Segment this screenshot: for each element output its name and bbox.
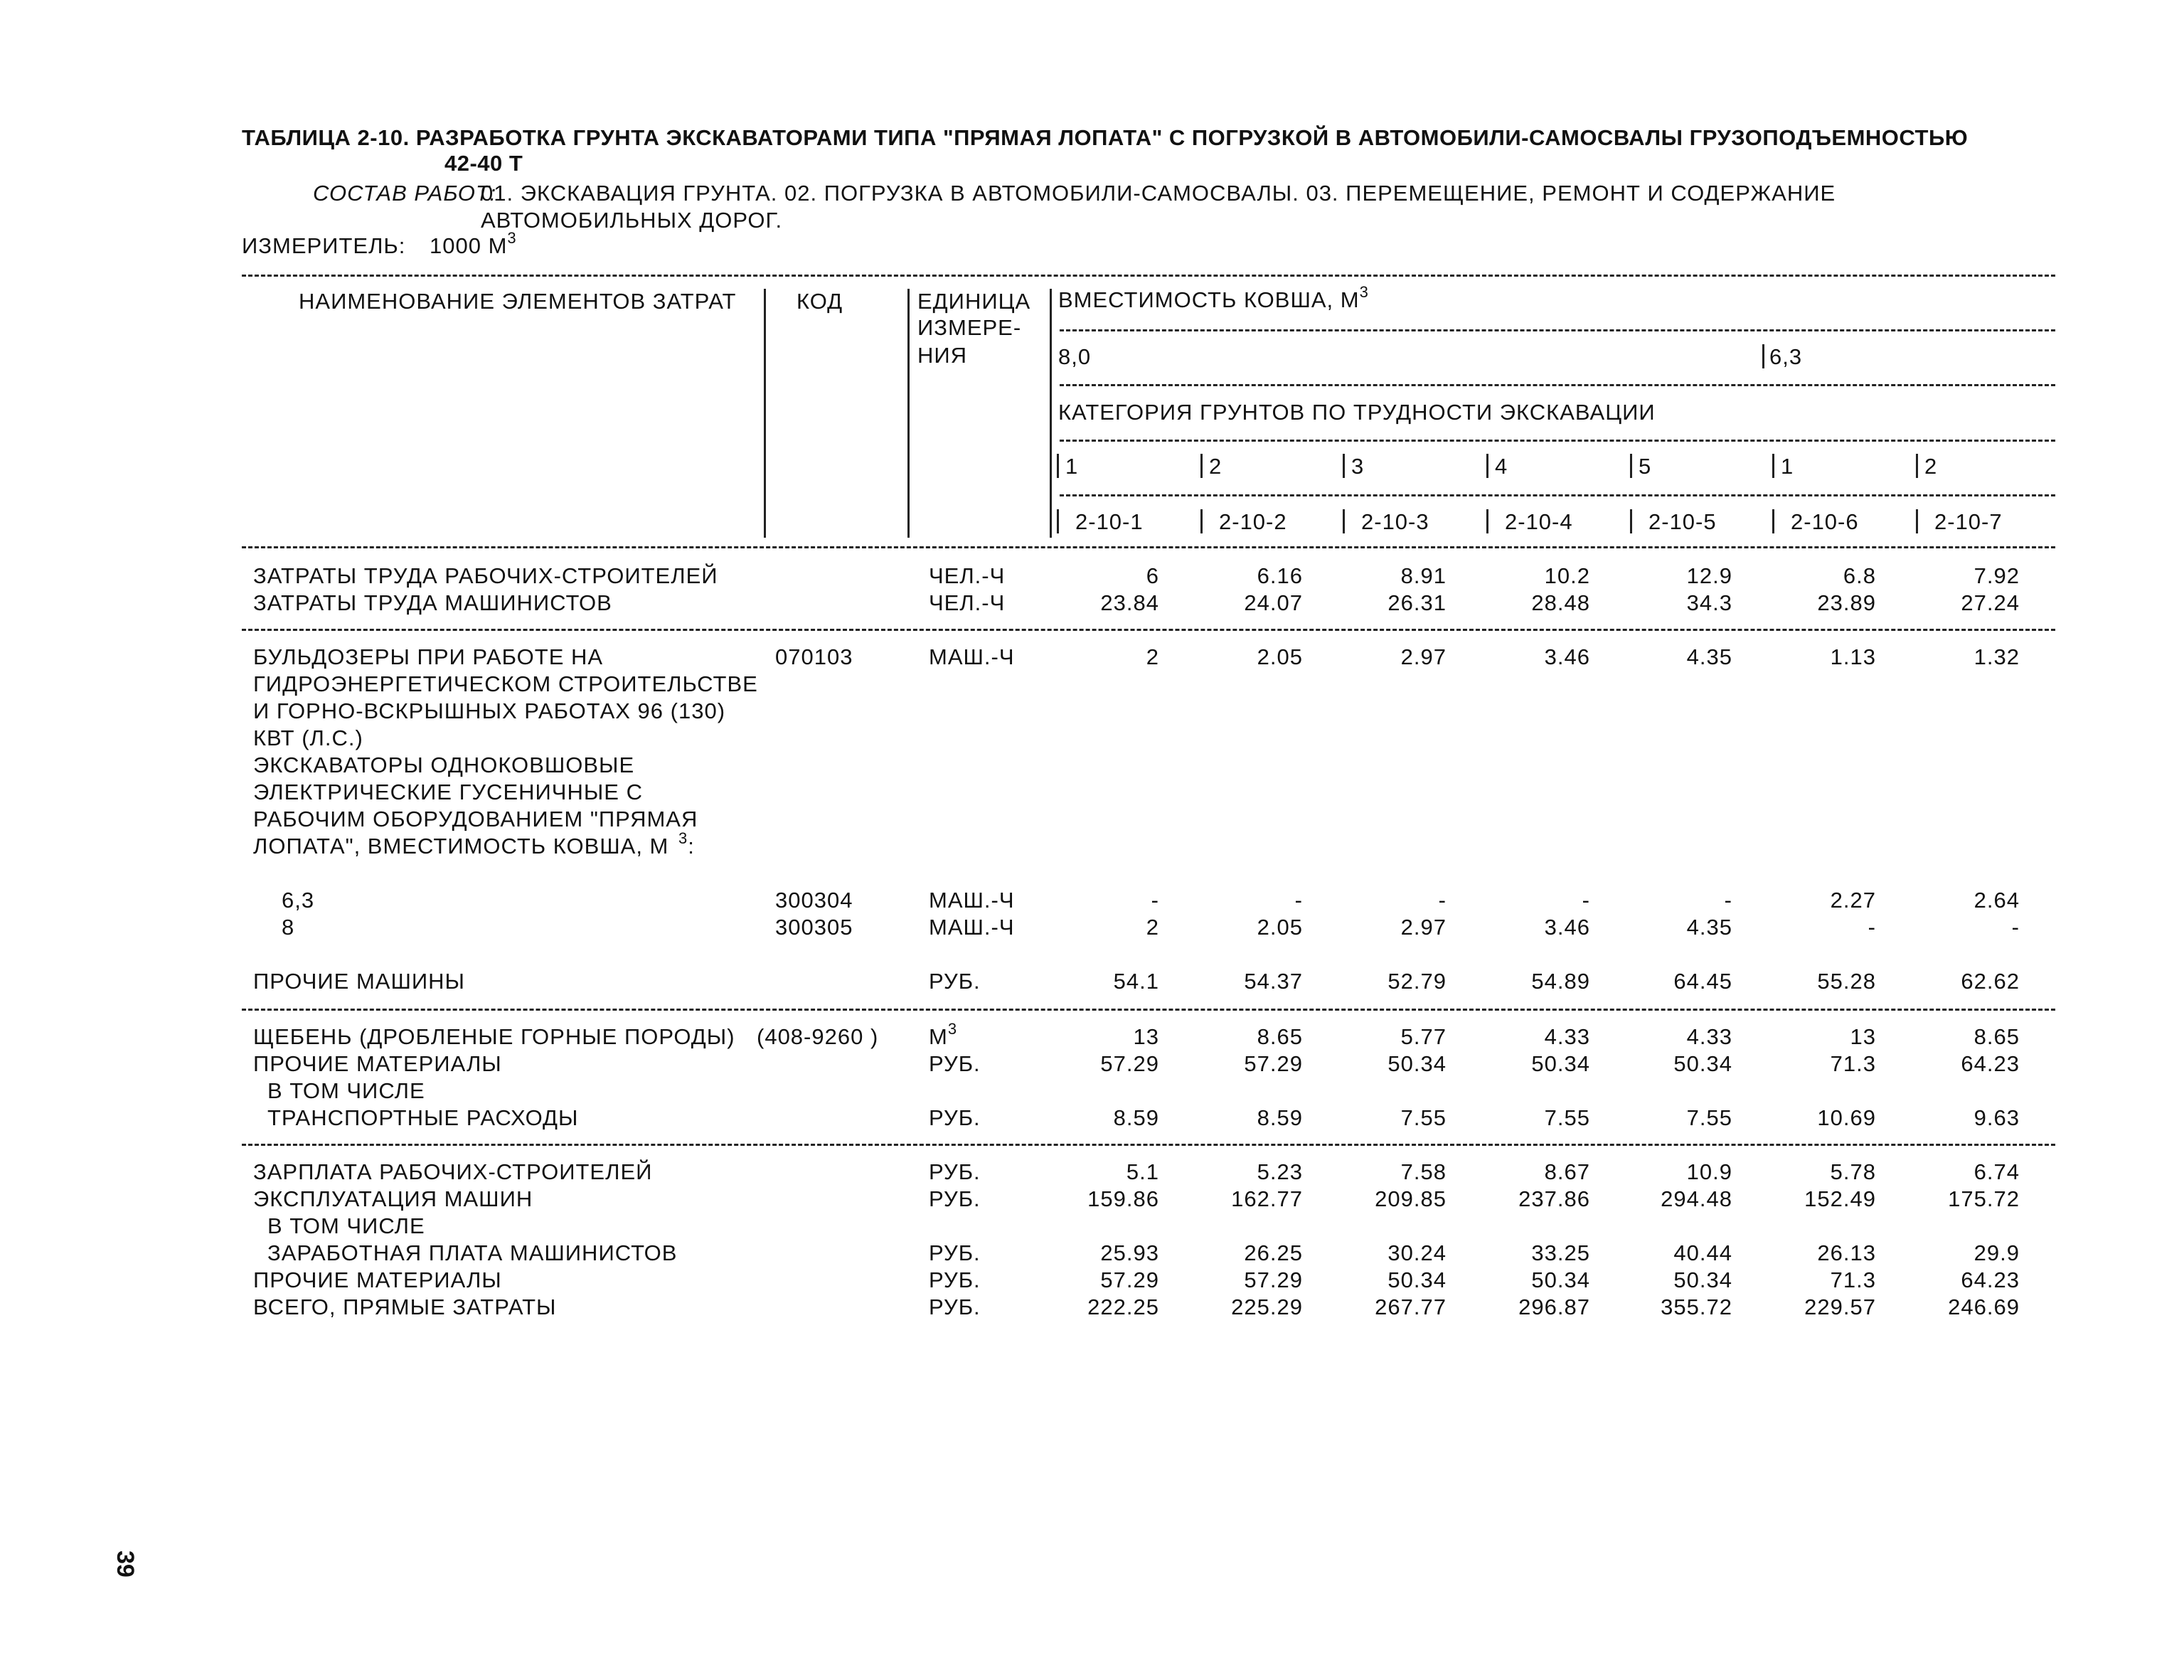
row-name: ЭКСПЛУАТАЦИЯ МАШИН (253, 1186, 533, 1211)
cell-value: 12.9 (1686, 563, 1732, 588)
row-name: ЗАРПЛАТА РАБОЧИХ-СТРОИТЕЛЕЙ (253, 1159, 653, 1184)
cell-value: 6 (1146, 563, 1159, 588)
cell-value: 62.62 (1961, 969, 2020, 994)
bulldozer-name-line: ГИДРОЭНЕРГЕТИЧЕСКОМ СТРОИТЕЛЬСТВЕ (253, 671, 758, 696)
cell-value: 8.59 (1113, 1105, 1159, 1130)
row-name: ЩЕБЕНЬ (ДРОБЛЕНЫЕ ГОРНЫЕ ПОРОДЫ) (253, 1024, 735, 1049)
category-number: 3 (1351, 454, 1365, 479)
row-unit: РУБ. (929, 1186, 981, 1211)
cell-value: 1.32 (1973, 644, 2020, 669)
cell-value: 246.69 (1948, 1294, 2020, 1319)
cell-value: 5.78 (1830, 1159, 1876, 1184)
divider-machines (242, 1009, 2055, 1011)
norm-code: 2-10-6 (1791, 509, 1859, 534)
row-unit: ЧЕЛ.-Ч (929, 590, 1006, 615)
cell-value: 10.9 (1686, 1159, 1732, 1184)
row-unit: РУБ. (929, 1267, 981, 1292)
cell-value: 50.34 (1387, 1267, 1447, 1292)
work-label: СОСТАВ РАБОТ: (313, 181, 497, 206)
row-unit: РУБ. (929, 1294, 981, 1319)
cell-value: 7.55 (1686, 1105, 1732, 1130)
cell-value: 50.34 (1531, 1051, 1590, 1076)
excavator-name-line: ЭКСКАВАТОРЫ ОДНОКОВШОВЫЕ (253, 753, 635, 777)
excavator-name-line: ЛОПАТА", ВМЕСТИМОСТЬ КОВША, М (253, 834, 669, 858)
cell-value: 162.77 (1231, 1186, 1303, 1211)
row-code: (408-9260 ) (757, 1024, 879, 1049)
work-line1: 01. ЭКСКАВАЦИЯ ГРУНТА. 02. ПОГРУЗКА В АВТОМОБИЛИ-САМОСВАЛЫ. 03. ПЕРЕМЕЩЕНИЕ, РЕМОНТ И СОДЕРЖАНИЕ (481, 181, 1836, 206)
col-separator-2 (907, 289, 910, 538)
cell-value: 222.25 (1087, 1294, 1159, 1319)
cell-value: 237.86 (1518, 1186, 1590, 1211)
row-name: ПРОЧИЕ МАТЕРИАЛЫ (253, 1267, 502, 1292)
cell-value: 355.72 (1661, 1294, 1732, 1319)
excavator-colon: : (688, 834, 695, 858)
cell-value: 52.79 (1387, 969, 1447, 994)
cell-value: 4.35 (1686, 915, 1732, 940)
cell-value: - (1151, 888, 1159, 913)
cell-value: 57.29 (1100, 1051, 1159, 1076)
cell-value: 3.46 (1544, 644, 1590, 669)
cell-value: 8.65 (1973, 1024, 2020, 1049)
category-number: 2 (1209, 454, 1222, 479)
bucket-6-3: 6,3 (1769, 344, 1803, 369)
cell-value: 40.44 (1673, 1240, 1732, 1265)
excavator-name-line: ЭЛЕКТРИЧЕСКИЕ ГУСЕНИЧНЫЕ С (253, 780, 643, 804)
cell-value: 6.8 (1843, 563, 1876, 588)
code-sep (1916, 509, 1918, 533)
divider-labor (242, 629, 2055, 631)
norm-code: 2-10-2 (1219, 509, 1287, 534)
cell-value: 26.31 (1387, 590, 1447, 615)
row-code: 070103 (775, 644, 853, 669)
cell-value: 10.69 (1817, 1105, 1876, 1130)
cat-sep (1916, 454, 1918, 478)
col-separator-1 (764, 289, 766, 538)
cell-value: 2.27 (1830, 888, 1876, 913)
table-title-cont: 42-40 Т (444, 151, 523, 176)
cell-value: 50.34 (1673, 1267, 1732, 1292)
row-name: 8 (282, 915, 295, 940)
cell-value: 3.46 (1544, 915, 1590, 940)
cell-value: 209.85 (1375, 1186, 1447, 1211)
row-unit: РУБ. (929, 1105, 981, 1130)
cell-value: 5.23 (1257, 1159, 1303, 1184)
row-name: ВСЕГО, ПРЯМЫЕ ЗАТРАТЫ (253, 1294, 557, 1319)
row-name: ПРОЧИЕ МАТЕРИАЛЫ (253, 1051, 502, 1076)
row-unit: РУБ. (929, 1240, 981, 1265)
cell-value: 8.65 (1257, 1024, 1303, 1049)
col-code-header: КОД (797, 289, 843, 314)
bulldozer-name-line: КВТ (Л.С.) (253, 725, 363, 750)
cell-value: 57.29 (1100, 1267, 1159, 1292)
cell-value: 71.3 (1830, 1051, 1876, 1076)
code-sep (1057, 509, 1059, 533)
category-number: 4 (1495, 454, 1508, 479)
cell-value: 50.34 (1387, 1051, 1447, 1076)
cell-value: 27.24 (1961, 590, 2020, 615)
bulldozer-name-line: БУЛЬДОЗЕРЫ ПРИ РАБОТЕ НА (253, 644, 604, 669)
cell-value: 4.33 (1686, 1024, 1732, 1049)
cell-value: 4.33 (1544, 1024, 1590, 1049)
category-number: 5 (1639, 454, 1652, 479)
divider-header-bottom (242, 546, 2055, 548)
cell-value: 2 (1146, 644, 1159, 669)
cat-sep (1057, 454, 1059, 478)
cell-value: 50.34 (1531, 1267, 1590, 1292)
col-name-header: НАИМЕНОВАНИЕ ЭЛЕМЕНТОВ ЗАТРАТ (299, 289, 737, 314)
cell-value: 7.92 (1973, 563, 2020, 588)
cell-value: 25.93 (1100, 1240, 1159, 1265)
cell-value: 267.77 (1375, 1294, 1447, 1319)
row-name: 6,3 (282, 888, 315, 913)
divider-bucket-2 (1060, 384, 2055, 386)
divider-category (1060, 440, 2055, 442)
cell-value: 29.9 (1973, 1240, 2020, 1265)
code-sep (1772, 509, 1774, 533)
col-separator-3 (1050, 289, 1052, 538)
row-name: ЗАТРАТЫ ТРУДА РАБОЧИХ-СТРОИТЕЛЕЙ (253, 563, 718, 588)
cell-value: 1.13 (1830, 644, 1876, 669)
cell-value: 54.1 (1113, 969, 1159, 994)
cell-value: 2.97 (1400, 644, 1447, 669)
cell-value: 2.05 (1257, 915, 1303, 940)
cell-value: 6.16 (1257, 563, 1303, 588)
work-line2: АВТОМОБИЛЬНЫХ ДОРОГ. (481, 208, 783, 233)
cell-value: - (1868, 915, 1876, 940)
row-unit: РУБ. (929, 1051, 981, 1076)
cat-sep (1200, 454, 1203, 478)
cell-value: 225.29 (1231, 1294, 1303, 1319)
col-unit-header-2: ИЗМЕРЕ- (917, 315, 1022, 340)
unit-superscript: 3 (947, 1020, 958, 1038)
cell-value: 152.49 (1804, 1186, 1876, 1211)
measure-value: 1000 $М^3$ (430, 229, 517, 258)
row-unit: РУБ. (929, 969, 981, 994)
cat-sep (1630, 454, 1632, 478)
page-number: 39 (112, 1551, 139, 1578)
code-sep (1343, 509, 1345, 533)
cell-value: 8.91 (1400, 563, 1447, 588)
bulldozer-name-line: И ГОРНО-ВСКРЫШНЫХ РАБОТАХ 96 (130) (253, 698, 726, 723)
cell-value: - (1582, 888, 1590, 913)
norm-code: 2-10-4 (1505, 509, 1573, 534)
norm-code: 2-10-7 (1934, 509, 2003, 534)
cat-sep (1772, 454, 1774, 478)
cell-value: 34.3 (1686, 590, 1732, 615)
cell-value: 2.05 (1257, 644, 1303, 669)
divider-materials (242, 1144, 2055, 1146)
cell-value: - (1724, 888, 1732, 913)
cell-value: 296.87 (1518, 1294, 1590, 1319)
cat-sep (1486, 454, 1488, 478)
norm-code: 2-10-1 (1075, 509, 1144, 534)
row-name: ЗАРАБОТНАЯ ПЛАТА МАШИНИСТОВ (267, 1240, 678, 1265)
divider-cat-codes (1060, 494, 2055, 496)
row-unit: МАШ.-Ч (929, 644, 1015, 669)
cell-value: 6.74 (1973, 1159, 2020, 1184)
cell-value: 55.28 (1817, 969, 1876, 994)
norm-code: 2-10-5 (1648, 509, 1717, 534)
row-code: 300304 (775, 888, 853, 913)
cell-value: 5.1 (1126, 1159, 1159, 1184)
bucket-8: 8,0 (1058, 344, 1092, 369)
cell-value: - (1294, 888, 1303, 913)
cell-value: 33.25 (1531, 1240, 1590, 1265)
cat-sep (1343, 454, 1345, 478)
divider-bucket (1060, 329, 2055, 331)
cell-value: - (1438, 888, 1447, 913)
excavator-unit-suffix (678, 829, 695, 859)
cell-value: 13 (1133, 1024, 1159, 1049)
row-name: ПРОЧИЕ МАШИНЫ (253, 969, 465, 994)
row-unit: $М^3$ (929, 1020, 958, 1049)
cell-value: 8.59 (1257, 1105, 1303, 1130)
norm-code: 2-10-3 (1361, 509, 1429, 534)
cell-value: 28.48 (1531, 590, 1590, 615)
row-name: ТРАНСПОРТНЫЕ РАСХОДЫ (267, 1105, 579, 1130)
row-unit: РУБ. (929, 1159, 981, 1184)
cell-value: 4.35 (1686, 644, 1732, 669)
cell-value: 57.29 (1244, 1051, 1303, 1076)
cell-value: 8.67 (1544, 1159, 1590, 1184)
code-sep (1200, 509, 1203, 533)
cell-value: 23.89 (1817, 590, 1876, 615)
cell-value: 2.64 (1973, 888, 2020, 913)
cell-value: 294.48 (1661, 1186, 1732, 1211)
row-name: В ТОМ ЧИСЛЕ (267, 1213, 425, 1238)
row-code: 300305 (775, 915, 853, 940)
cell-value: 7.58 (1400, 1159, 1447, 1184)
code-sep (1486, 509, 1488, 533)
cell-value: 7.55 (1544, 1105, 1590, 1130)
bucket-header: ВМЕСТИМОСТЬ КОВША, $М^3$ (1058, 283, 1369, 312)
cell-value: 10.2 (1544, 563, 1590, 588)
cell-value: 54.37 (1244, 969, 1303, 994)
cell-value: 64.23 (1961, 1051, 2020, 1076)
cell-value: 13 (1850, 1024, 1876, 1049)
row-unit: МАШ.-Ч (929, 888, 1015, 913)
cell-value: 2.97 (1400, 915, 1447, 940)
bucket-sep (1762, 344, 1764, 368)
cell-value: 2 (1146, 915, 1159, 940)
cell-value: - (2011, 915, 2020, 940)
cell-value: 71.3 (1830, 1267, 1876, 1292)
cell-value: 175.72 (1948, 1186, 2020, 1211)
category-number: 2 (1924, 454, 1938, 479)
cell-value: 159.86 (1087, 1186, 1159, 1211)
cell-value: 26.25 (1244, 1240, 1303, 1265)
category-number: 1 (1781, 454, 1794, 479)
measure-label: ИЗМЕРИТЕЛЬ: (242, 233, 406, 258)
cell-value: 26.13 (1817, 1240, 1876, 1265)
cell-value: 9.63 (1973, 1105, 2020, 1130)
row-name: ЗАТРАТЫ ТРУДА МАШИНИСТОВ (253, 590, 612, 615)
col-unit-header-3: НИЯ (917, 343, 968, 368)
cell-value: 64.45 (1673, 969, 1732, 994)
cell-value: 30.24 (1387, 1240, 1447, 1265)
category-number: 1 (1065, 454, 1079, 479)
row-name: В ТОМ ЧИСЛЕ (267, 1078, 425, 1103)
category-header: КАТЕГОРИЯ ГРУНТОВ ПО ТРУДНОСТИ ЭКСКАВАЦИИ (1058, 400, 1656, 425)
cell-value: 23.84 (1100, 590, 1159, 615)
cell-value: 57.29 (1244, 1267, 1303, 1292)
cell-value: 229.57 (1804, 1294, 1876, 1319)
code-sep (1630, 509, 1632, 533)
excavator-name-line: РАБОЧИМ ОБОРУДОВАНИЕМ "ПРЯМАЯ (253, 807, 698, 831)
col-unit-header-1: ЕДИНИЦА (917, 289, 1031, 314)
cell-value: 54.89 (1531, 969, 1590, 994)
cell-value: 64.23 (1961, 1267, 2020, 1292)
row-unit: МАШ.-Ч (929, 915, 1015, 940)
table-title: ТАБЛИЦА 2-10. РАЗРАБОТКА ГРУНТА ЭКСКАВАТОРАМИ ТИПА "ПРЯМАЯ ЛОПАТА" С ПОГРУЗКОЙ В АВТОМОБИЛИ-САМОСВАЛЫ ГРУЗОПОДЪЕМНОСТЬЮ (242, 125, 1969, 150)
row-unit: ЧЕЛ.-Ч (929, 563, 1006, 588)
cell-value: 24.07 (1244, 590, 1303, 615)
divider-top (242, 275, 2055, 277)
cell-value: 5.77 (1400, 1024, 1447, 1049)
cell-value: 7.55 (1400, 1105, 1447, 1130)
excavator-superscript: 3 (678, 829, 688, 847)
cell-value: 50.34 (1673, 1051, 1732, 1076)
